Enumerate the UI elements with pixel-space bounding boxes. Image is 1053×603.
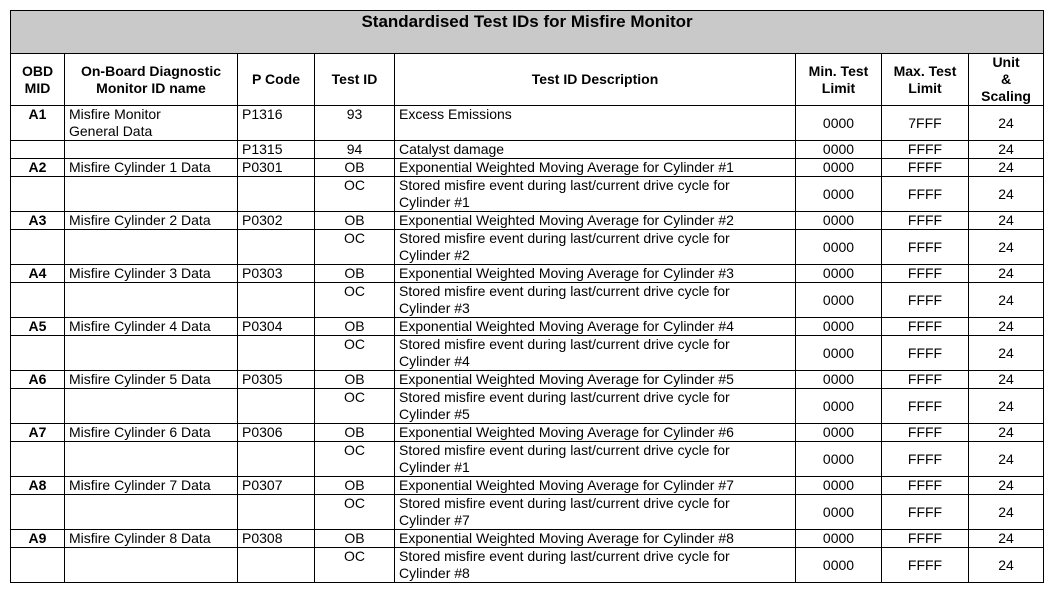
header-max-limit <box>882 54 969 106</box>
test-id-cell: 94 <box>315 141 395 159</box>
table-row <box>11 495 1044 530</box>
min-limit-cell: 0000 <box>796 477 882 495</box>
max-limit-cell: FFFF <box>882 318 969 336</box>
monitor-name-cell <box>65 230 238 265</box>
test-id-cell: OB <box>315 159 395 177</box>
table-row <box>11 336 1044 371</box>
obd-mid-cell: A5 <box>11 318 65 336</box>
max-limit-cell: FFFF <box>882 442 969 477</box>
table-row <box>11 318 1044 336</box>
min-limit-cell: 0000 <box>796 530 882 548</box>
p-code-cell: P0306 <box>238 424 315 442</box>
obd-mid-cell <box>11 336 65 371</box>
table-row <box>11 265 1044 283</box>
p-code-cell: P0303 <box>238 265 315 283</box>
obd-mid-cell <box>11 177 65 212</box>
max-limit-cell: FFFF <box>882 230 969 265</box>
table-row <box>11 371 1044 389</box>
p-code-cell: P1315 <box>238 141 315 159</box>
unit-scaling-cell: 24 <box>969 212 1044 230</box>
table-row <box>11 230 1044 265</box>
header-text: Scaling <box>981 88 1031 104</box>
description-cell: Stored misfire event during last/current drive cycle for Cylinder #1 <box>395 177 796 212</box>
max-limit-cell: FFFF <box>882 177 969 212</box>
table-row <box>11 477 1044 495</box>
monitor-name-cell: Misfire Cylinder 5 Data <box>65 371 238 389</box>
max-limit-cell: FFFF <box>882 495 969 530</box>
description-cell: Exponential Weighted Moving Average for Cylinder #5 <box>395 371 796 389</box>
description-cell: Exponential Weighted Moving Average for Cylinder #4 <box>395 318 796 336</box>
monitor-name-cell <box>65 442 238 477</box>
description-cell: Catalyst damage <box>395 141 796 159</box>
test-id-cell: OB <box>315 212 395 230</box>
obd-mid-cell: A9 <box>11 530 65 548</box>
monitor-name-cell <box>65 141 238 159</box>
description-cell: Stored misfire event during last/current drive cycle for Cylinder #5 <box>395 389 796 424</box>
max-limit-cell: FFFF <box>882 159 969 177</box>
table-row <box>11 159 1044 177</box>
description-cell: Exponential Weighted Moving Average for Cylinder #8 <box>395 530 796 548</box>
obd-mid-cell: A3 <box>11 212 65 230</box>
test-id-cell: OC <box>315 442 395 477</box>
monitor-name-cell: Misfire Cylinder 8 Data <box>65 530 238 548</box>
min-limit-cell: 0000 <box>796 318 882 336</box>
p-code-cell <box>238 389 315 424</box>
max-limit-cell: FFFF <box>882 371 969 389</box>
unit-scaling-cell: 24 <box>969 530 1044 548</box>
test-id-cell: OB <box>315 530 395 548</box>
unit-scaling-cell: 24 <box>969 389 1044 424</box>
p-code-cell <box>238 230 315 265</box>
table-title: Standardised Test IDs for Misfire Monitor <box>11 11 1044 54</box>
p-code-cell: P0302 <box>238 212 315 230</box>
test-id-cell: OB <box>315 371 395 389</box>
monitor-name-cell: Misfire Cylinder 4 Data <box>65 318 238 336</box>
p-code-cell: P0301 <box>238 159 315 177</box>
header-text: Unit <box>992 54 1020 70</box>
header-p-code <box>238 54 315 106</box>
min-limit-cell: 0000 <box>796 548 882 583</box>
header-text: Min. Test <box>808 62 869 79</box>
obd-mid-cell: A8 <box>11 477 65 495</box>
monitor-name-cell: Misfire Cylinder 7 Data <box>65 477 238 495</box>
min-limit-cell: 0000 <box>796 442 882 477</box>
header-text: & <box>1000 71 1012 87</box>
min-limit-cell: 0000 <box>796 424 882 442</box>
min-limit-cell: 0000 <box>796 495 882 530</box>
min-limit-cell: 0000 <box>796 283 882 318</box>
p-code-cell <box>238 548 315 583</box>
unit-scaling-cell: 24 <box>969 318 1044 336</box>
description-cell: Stored misfire event during last/current drive cycle for Cylinder #8 <box>395 548 796 583</box>
max-limit-cell: FFFF <box>882 548 969 583</box>
unit-scaling-cell: 24 <box>969 495 1044 530</box>
header-text: Max. Test <box>893 62 957 79</box>
table-row <box>11 389 1044 424</box>
test-id-cell: OC <box>315 336 395 371</box>
unit-scaling-cell: 24 <box>969 106 1044 141</box>
obd-mid-cell <box>11 495 65 530</box>
p-code-cell: P0304 <box>238 318 315 336</box>
unit-scaling-cell: 24 <box>969 230 1044 265</box>
monitor-name-cell <box>65 389 238 424</box>
min-limit-cell: 0000 <box>796 177 882 212</box>
test-id-cell: OB <box>315 477 395 495</box>
test-id-cell: OC <box>315 177 395 212</box>
obd-mid-cell <box>11 283 65 318</box>
table-row <box>11 283 1044 318</box>
unit-scaling-cell: 24 <box>969 477 1044 495</box>
header-text: OBD <box>21 62 54 79</box>
table-row <box>11 141 1044 159</box>
header-text: Test ID <box>331 71 378 87</box>
monitor-name-cell: Misfire Monitor General Data <box>65 106 238 141</box>
unit-scaling-cell: 24 <box>969 159 1044 177</box>
description-cell: Stored misfire event during last/current drive cycle for Cylinder #4 <box>395 336 796 371</box>
min-limit-cell: 0000 <box>796 336 882 371</box>
unit-scaling-cell: 24 <box>969 283 1044 318</box>
max-limit-cell: FFFF <box>882 530 969 548</box>
p-code-cell <box>238 283 315 318</box>
test-id-cell: OC <box>315 548 395 583</box>
unit-scaling-cell: 24 <box>969 336 1044 371</box>
document-page <box>10 10 1043 583</box>
table-row <box>11 530 1044 548</box>
obd-mid-cell <box>11 442 65 477</box>
min-limit-cell: 0000 <box>796 389 882 424</box>
description-cell: Stored misfire event during last/current drive cycle for Cylinder #2 <box>395 230 796 265</box>
obd-mid-cell <box>11 230 65 265</box>
table-body <box>11 106 1044 583</box>
table-row <box>11 212 1044 230</box>
header-text: Limit <box>821 79 856 96</box>
header-text: Test ID Description <box>531 71 659 87</box>
unit-scaling-cell: 24 <box>969 265 1044 283</box>
table-row <box>11 548 1044 583</box>
obd-mid-cell: A4 <box>11 265 65 283</box>
header-test-id <box>315 54 395 106</box>
obd-mid-cell <box>11 141 65 159</box>
header-text: On-Board Diagnostic <box>80 62 221 79</box>
p-code-cell: P0308 <box>238 530 315 548</box>
test-id-cell: OB <box>315 424 395 442</box>
monitor-name-cell: Misfire Cylinder 3 Data <box>65 265 238 283</box>
p-code-cell <box>238 177 315 212</box>
header-unit-scaling <box>969 54 1044 106</box>
test-id-cell: OC <box>315 389 395 424</box>
max-limit-cell: 7FFF <box>882 106 969 141</box>
p-code-cell: P1316 <box>238 106 315 141</box>
table-row <box>11 177 1044 212</box>
description-cell: Exponential Weighted Moving Average for Cylinder #1 <box>395 159 796 177</box>
p-code-cell <box>238 442 315 477</box>
max-limit-cell: FFFF <box>882 283 969 318</box>
table-row <box>11 442 1044 477</box>
min-limit-cell: 0000 <box>796 265 882 283</box>
header-monitor-name <box>65 54 238 106</box>
monitor-name-cell: Misfire Cylinder 6 Data <box>65 424 238 442</box>
header-text: MID <box>24 79 51 96</box>
description-cell: Excess Emissions <box>395 106 796 141</box>
obd-mid-cell: A1 <box>11 106 65 141</box>
description-cell: Exponential Weighted Moving Average for Cylinder #7 <box>395 477 796 495</box>
header-obd-mid <box>11 54 65 106</box>
unit-scaling-cell: 24 <box>969 371 1044 389</box>
obd-mid-cell <box>11 548 65 583</box>
max-limit-cell: FFFF <box>882 336 969 371</box>
obd-mid-cell: A2 <box>11 159 65 177</box>
test-id-cell: 93 <box>315 106 395 141</box>
test-id-cell: OC <box>315 230 395 265</box>
min-limit-cell: 0000 <box>796 212 882 230</box>
description-cell: Exponential Weighted Moving Average for Cylinder #3 <box>395 265 796 283</box>
min-limit-cell: 0000 <box>796 371 882 389</box>
monitor-name-cell <box>65 283 238 318</box>
max-limit-cell: FFFF <box>882 265 969 283</box>
max-limit-cell: FFFF <box>882 141 969 159</box>
min-limit-cell: 0000 <box>796 230 882 265</box>
monitor-name-cell <box>65 177 238 212</box>
p-code-cell: P0305 <box>238 371 315 389</box>
monitor-name-cell: Misfire Cylinder 2 Data <box>65 212 238 230</box>
p-code-cell <box>238 336 315 371</box>
obd-mid-cell: A6 <box>11 371 65 389</box>
table-row <box>11 424 1044 442</box>
description-cell: Stored misfire event during last/current drive cycle for Cylinder #3 <box>395 283 796 318</box>
unit-scaling-cell: 24 <box>969 548 1044 583</box>
header-text: Monitor ID name <box>96 79 206 96</box>
test-id-cell: OC <box>315 283 395 318</box>
min-limit-cell: 0000 <box>796 106 882 141</box>
test-id-cell: OB <box>315 265 395 283</box>
description-cell: Stored misfire event during last/current drive cycle for Cylinder #1 <box>395 442 796 477</box>
max-limit-cell: FFFF <box>882 424 969 442</box>
header-row <box>11 54 1044 106</box>
header-min-limit <box>796 54 882 106</box>
p-code-cell <box>238 495 315 530</box>
unit-scaling-cell: 24 <box>969 424 1044 442</box>
header-text: Limit <box>908 79 942 96</box>
unit-scaling-cell: 24 <box>969 177 1044 212</box>
unit-scaling-cell: 24 <box>969 141 1044 159</box>
header-description <box>395 54 796 106</box>
p-code-cell: P0307 <box>238 477 315 495</box>
min-limit-cell: 0000 <box>796 159 882 177</box>
monitor-name-cell <box>65 548 238 583</box>
description-cell: Exponential Weighted Moving Average for Cylinder #2 <box>395 212 796 230</box>
description-cell: Stored misfire event during last/current drive cycle for Cylinder #7 <box>395 495 796 530</box>
test-id-cell: OC <box>315 495 395 530</box>
unit-scaling-cell: 24 <box>969 442 1044 477</box>
obd-mid-cell <box>11 389 65 424</box>
header-text: P Code <box>252 71 300 87</box>
obd-mid-cell: A7 <box>11 424 65 442</box>
max-limit-cell: FFFF <box>882 212 969 230</box>
monitor-name-cell <box>65 336 238 371</box>
description-cell: Exponential Weighted Moving Average for Cylinder #6 <box>395 424 796 442</box>
max-limit-cell: FFFF <box>882 389 969 424</box>
table-row <box>11 106 1044 141</box>
test-id-cell: OB <box>315 318 395 336</box>
misfire-test-id-table <box>10 10 1044 583</box>
min-limit-cell: 0000 <box>796 141 882 159</box>
monitor-name-cell <box>65 495 238 530</box>
monitor-name-cell: Misfire Cylinder 1 Data <box>65 159 238 177</box>
max-limit-cell: FFFF <box>882 477 969 495</box>
